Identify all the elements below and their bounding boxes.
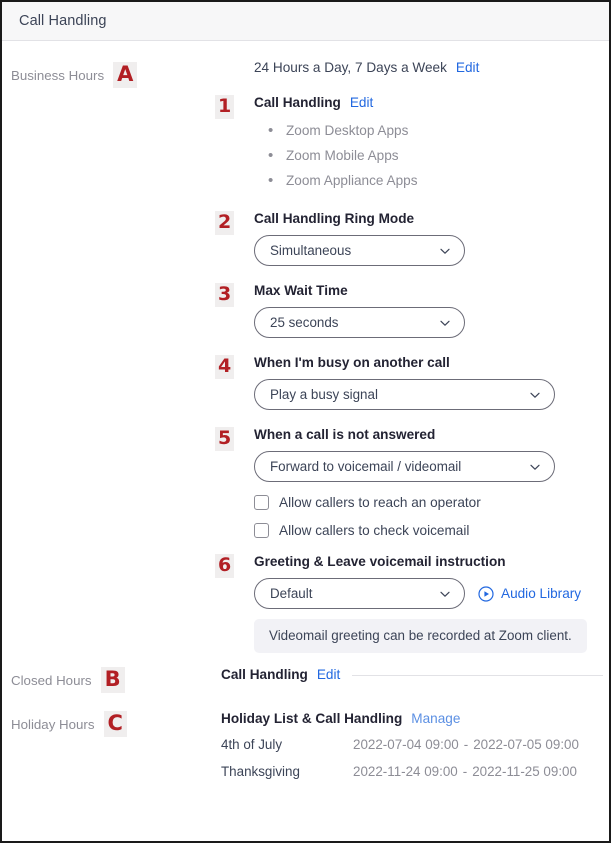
not-answered-select-value: Forward to voicemail / videomail [270,459,462,474]
holiday-dates [353,737,603,764]
list-item: • Zoom Mobile Apps [254,143,603,168]
call-handling-device-list [254,118,603,193]
date-separator: - [463,737,469,752]
max-wait-time-select[interactable] [254,307,465,338]
item-call-handling [215,95,603,193]
item-max-wait-time [215,283,603,338]
greeting-select[interactable] [254,578,465,609]
holiday-hours-header [215,711,603,726]
list-item: • Zoom Desktop Apps [254,118,603,143]
divider [352,675,603,676]
item-call-handling-edit-link[interactable]: Edit [349,95,374,110]
closed-hours-row [2,667,609,693]
holiday-manage-link[interactable]: Manage [411,711,461,726]
closed-hours-label: Closed Hours [11,672,92,688]
business-hours-left [2,60,215,88]
holiday-end: 2022-07-05 09:00 [473,737,579,752]
ring-mode-select-value: Simultaneous [270,243,352,258]
allow-operator-checkbox-row[interactable] [254,495,603,510]
audio-library-button[interactable] [478,586,581,602]
business-hours-label: Business Hours [11,67,105,83]
business-hours-content [215,60,609,653]
closed-hours-header [215,667,603,682]
annotation-marker-c: C [104,711,127,737]
max-wait-time-select-value: 25 seconds [270,315,339,330]
chevron-down-icon [529,461,541,473]
annotation-marker-a: A [113,62,137,88]
annotation-marker-4: 4 [215,355,234,379]
list-item: • Zoom Appliance Apps [254,168,603,193]
allow-operator-checkbox[interactable] [254,495,269,510]
holiday-start: 2022-07-04 09:00 [353,737,459,752]
table-row [215,764,603,791]
chevron-down-icon [439,588,451,600]
holiday-hours-title: Holiday List & Call Handling [221,711,403,726]
holiday-hours-left [2,711,215,737]
holiday-table [215,737,603,791]
greeting-controls [254,569,603,609]
annotation-marker-2: 2 [215,211,234,235]
allow-operator-label: Allow callers to reach an operator [279,495,481,510]
item-when-busy-title: When I'm busy on another call [254,355,450,370]
holiday-end: 2022-11-25 09:00 [472,764,577,779]
closed-hours-title: Call Handling [221,667,308,682]
item-when-busy [215,355,603,410]
when-busy-select[interactable] [254,379,555,410]
schedule-edit-link[interactable]: Edit [455,60,480,75]
annotation-marker-5: 5 [215,427,234,451]
holiday-name: Thanksgiving [221,764,300,779]
item-greeting [215,554,603,653]
holiday-dates [353,764,603,791]
item-greeting-title: Greeting & Leave voicemail instruction [254,554,506,569]
page-title: Call Handling [19,13,107,29]
holiday-start: 2022-11-24 09:00 [353,764,458,779]
item-max-wait-time-title: Max Wait Time [254,283,348,298]
date-separator: - [462,764,468,779]
item-ring-mode-title: Call Handling Ring Mode [254,211,415,226]
business-hours-row [2,60,609,653]
when-busy-select-value: Play a busy signal [270,387,378,402]
window-titlebar [2,2,609,41]
item-ring-mode [215,211,603,266]
allow-check-voicemail-checkbox-row[interactable] [254,523,603,538]
chevron-down-icon [439,245,451,257]
holiday-hours-row [2,711,609,791]
annotation-marker-3: 3 [215,283,234,307]
chevron-down-icon [529,389,541,401]
ring-mode-select[interactable] [254,235,465,266]
allow-check-voicemail-label: Allow callers to check voicemail [279,523,470,538]
schedule-line [215,60,603,75]
annotation-marker-1: 1 [215,95,234,119]
item-call-handling-header [254,95,603,110]
table-row [215,737,603,764]
videomail-note: Videomail greeting can be recorded at Zoom client. [254,619,587,653]
item-not-answered-title: When a call is not answered [254,427,436,442]
greeting-select-value: Default [270,586,313,601]
item-not-answered [215,427,603,538]
chevron-down-icon [439,317,451,329]
schedule-value: 24 Hours a Day, 7 Days a Week [254,60,447,75]
allow-check-voicemail-checkbox[interactable] [254,523,269,538]
holiday-name: 4th of July [221,737,283,752]
annotation-marker-6: 6 [215,554,234,578]
holiday-hours-label: Holiday Hours [11,716,95,732]
settings-body [2,41,609,791]
closed-hours-content [215,667,609,682]
annotation-marker-b: B [101,667,125,693]
holiday-hours-content [215,711,609,791]
closed-hours-edit-link[interactable]: Edit [316,667,341,682]
item-call-handling-title: Call Handling [254,95,341,110]
not-answered-select[interactable] [254,451,555,482]
play-circle-icon [478,586,494,602]
audio-library-label: Audio Library [501,586,582,601]
closed-hours-left [2,667,215,693]
